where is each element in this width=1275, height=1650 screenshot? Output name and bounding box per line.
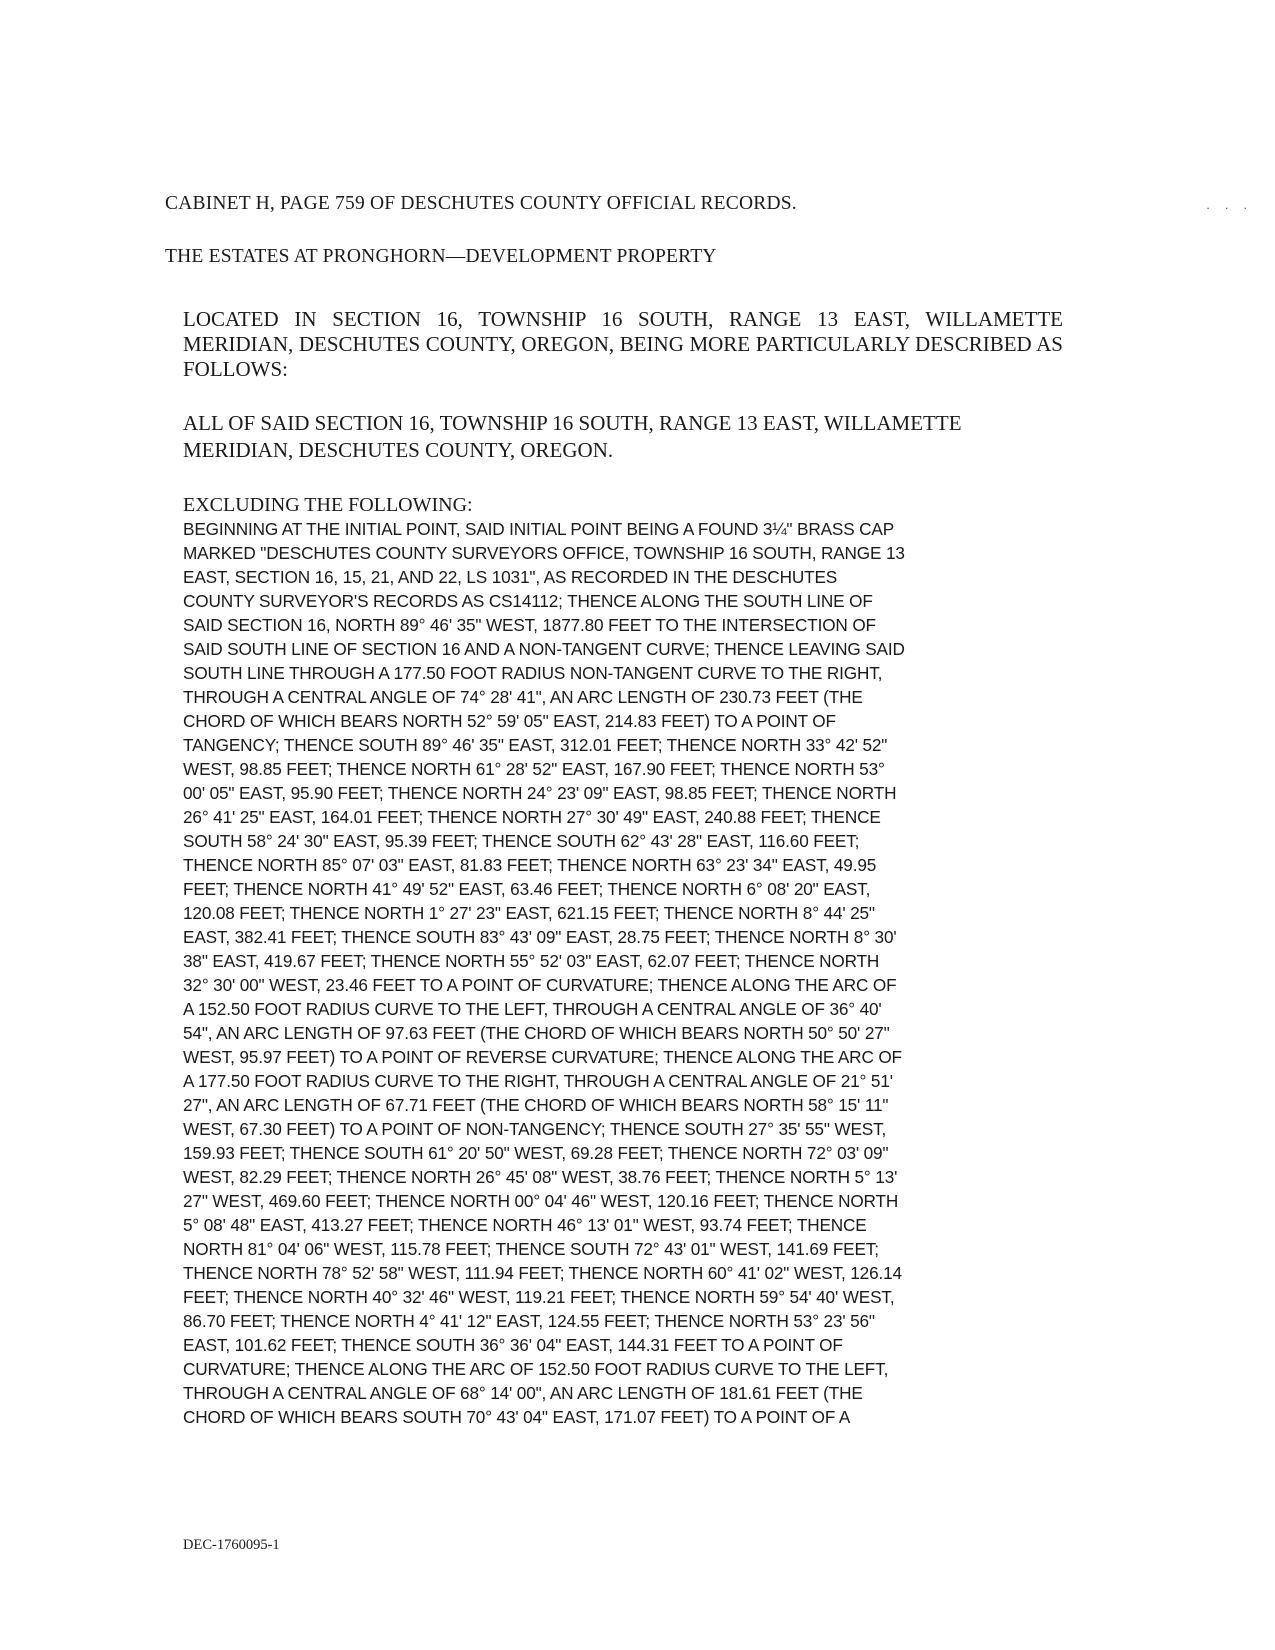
legal-description-line: 00' 05" EAST, 95.90 FEET; THENCE NORTH 24° 23' 09" EAST, 98.85 FEET; THENCE NORTH xyxy=(183,783,897,803)
legal-description-line: BEGINNING AT THE INITIAL POINT, SAID INITIAL POINT BEING A FOUND 3¼" BRASS CAP xyxy=(183,519,895,539)
legal-description-line: THROUGH A CENTRAL ANGLE OF 68° 14' 00", AN ARC LENGTH OF 181.61 FEET (THE xyxy=(183,1383,863,1403)
excluding-heading: EXCLUDING THE FOLLOWING: xyxy=(183,494,473,516)
legal-description-line: WEST, 98.85 FEET; THENCE NORTH 61° 28' 52" EAST, 167.90 FEET; THENCE NORTH 53° xyxy=(183,759,885,779)
location-paragraph: LOCATED IN SECTION 16, TOWNSHIP 16 SOUTH, RANGE 13 EAST, WILLAMETTE MERIDIAN, DESCHUTES COUNTY, OREGON, BEING MORE PARTICULARLY DESCRIBED AS FOLLOWS: xyxy=(183,307,1063,381)
legal-description-line: EAST, 382.41 FEET; THENCE SOUTH 83° 43' 09" EAST, 28.75 FEET; THENCE NORTH 8° 30' xyxy=(183,927,897,947)
legal-description-line: THENCE NORTH 78° 52' 58" WEST, 111.94 FEET; THENCE NORTH 60° 41' 02" WEST, 126.14 xyxy=(183,1263,902,1283)
legal-description-line: 5° 08' 48" EAST, 413.27 FEET; THENCE NORTH 46° 13' 01" WEST, 93.74 FEET; THENCE xyxy=(183,1215,867,1235)
legal-description-line: A 177.50 FOOT RADIUS CURVE TO THE RIGHT, THROUGH A CENTRAL ANGLE OF 21° 51' xyxy=(183,1071,893,1091)
legal-description-line: 54", AN ARC LENGTH OF 97.63 FEET (THE CHORD OF WHICH BEARS NORTH 50° 50' 27" xyxy=(183,1023,890,1043)
legal-description-line: 32° 30' 00" WEST, 23.46 FEET TO A POINT OF CURVATURE; THENCE ALONG THE ARC OF xyxy=(183,975,897,995)
all-of-line-2: MERIDIAN, DESCHUTES COUNTY, OREGON. xyxy=(183,438,614,462)
legal-description-line: 120.08 FEET; THENCE NORTH 1° 27' 23" EAST, 621.15 FEET; THENCE NORTH 8° 44' 25" xyxy=(183,903,875,923)
legal-description-line: 27" WEST, 469.60 FEET; THENCE NORTH 00° 04' 46" WEST, 120.16 FEET; THENCE NORTH xyxy=(183,1191,899,1211)
property-title: THE ESTATES AT PRONGHORN—DEVELOPMENT PROPERTY xyxy=(165,246,717,267)
legal-description-line: FEET; THENCE NORTH 41° 49' 52" EAST, 63.46 FEET; THENCE NORTH 6° 08' 20" EAST, xyxy=(183,879,871,899)
legal-description-line: SAID SECTION 16, NORTH 89° 46' 35" WEST, 1877.80 FEET TO THE INTERSECTION OF xyxy=(183,615,876,635)
legal-description-line: EAST, 101.62 FEET; THENCE SOUTH 36° 36' 04" EAST, 144.31 FEET TO A POINT OF xyxy=(183,1335,843,1355)
legal-description-line: FEET; THENCE NORTH 40° 32' 46" WEST, 119.21 FEET; THENCE NORTH 59° 54' 40' WEST, xyxy=(183,1287,895,1307)
legal-description-line: 86.70 FEET; THENCE NORTH 4° 41' 12" EAST, 124.55 FEET; THENCE NORTH 53° 23' 56" xyxy=(183,1311,875,1331)
legal-description-line: THROUGH A CENTRAL ANGLE OF 74° 28' 41", AN ARC LENGTH OF 230.73 FEET (THE xyxy=(183,687,863,707)
legal-description-line: WEST, 67.30 FEET) TO A POINT OF NON-TANGENCY; THENCE SOUTH 27° 35' 55" WEST, xyxy=(183,1119,887,1139)
legal-description-body xyxy=(183,517,1043,1429)
legal-description-line: SOUTH LINE THROUGH A 177.50 FOOT RADIUS NON-TANGENT CURVE TO THE RIGHT, xyxy=(183,663,883,683)
legal-description-line: 26° 41' 25" EAST, 164.01 FEET; THENCE NORTH 27° 30' 49" EAST, 240.88 FEET; THENCE xyxy=(183,807,881,827)
legal-description-line: CURVATURE; THENCE ALONG THE ARC OF 152.50 FOOT RADIUS CURVE TO THE LEFT, xyxy=(183,1359,889,1379)
legal-description-line: SAID SOUTH LINE OF SECTION 16 AND A NON-TANGENT CURVE; THENCE LEAVING SAID xyxy=(183,639,905,659)
legal-description-line: THENCE NORTH 85° 07' 03" EAST, 81.83 FEET; THENCE NORTH 63° 23' 34" EAST, 49.95 xyxy=(183,855,877,875)
all-of-line-1: ALL OF SAID SECTION 16, TOWNSHIP 16 SOUTH, RANGE 13 EAST, WILLAMETTE xyxy=(183,411,962,435)
legal-description-line: 27", AN ARC LENGTH OF 67.71 FEET (THE CHORD OF WHICH BEARS NORTH 58° 15' 11" xyxy=(183,1095,889,1115)
legal-description-line: SOUTH 58° 24' 30" EAST, 95.39 FEET; THENCE SOUTH 62° 43' 28" EAST, 116.60 FEET; xyxy=(183,831,860,851)
legal-description-line: COUNTY SURVEYOR'S RECORDS AS CS14112; THENCE ALONG THE SOUTH LINE OF xyxy=(183,591,873,611)
margin-marks: . . . xyxy=(1206,198,1253,212)
legal-description-line: NORTH 81° 04' 06" WEST, 115.78 FEET; THENCE SOUTH 72° 43' 01" WEST, 141.69 FEET; xyxy=(183,1239,879,1259)
records-reference-line: CABINET H, PAGE 759 OF DESCHUTES COUNTY OFFICIAL RECORDS. xyxy=(165,193,797,214)
legal-description-line: 38" EAST, 419.67 FEET; THENCE NORTH 55° 52' 03" EAST, 62.07 FEET; THENCE NORTH xyxy=(183,951,880,971)
legal-description-line: MARKED "DESCHUTES COUNTY SURVEYORS OFFICE, TOWNSHIP 16 SOUTH, RANGE 13 xyxy=(183,543,905,563)
legal-description-line: TANGENCY; THENCE SOUTH 89° 46' 35" EAST, 312.01 FEET; THENCE NORTH 33° 42' 52" xyxy=(183,735,888,755)
legal-description-line: 159.93 FEET; THENCE SOUTH 61° 20' 50" WEST, 69.28 FEET; THENCE NORTH 72° 03' 09" xyxy=(183,1143,889,1163)
all-of-section-paragraph xyxy=(183,410,1043,464)
legal-description-line: WEST, 82.29 FEET; THENCE NORTH 26° 45' 08" WEST, 38.76 FEET; THENCE NORTH 5° 13' xyxy=(183,1167,898,1187)
legal-description-line: EAST, SECTION 16, 15, 21, AND 22, LS 1031", AS RECORDED IN THE DESCHUTES xyxy=(183,567,838,587)
legal-description-line: CHORD OF WHICH BEARS NORTH 52° 59' 05" EAST, 214.83 FEET) TO A POINT OF xyxy=(183,711,836,731)
legal-description-line: WEST, 95.97 FEET) TO A POINT OF REVERSE CURVATURE; THENCE ALONG THE ARC OF xyxy=(183,1047,902,1067)
document-code: DEC-1760095-1 xyxy=(183,1537,280,1553)
legal-description-line: A 152.50 FOOT RADIUS CURVE TO THE LEFT, THROUGH A CENTRAL ANGLE OF 36° 40' xyxy=(183,999,882,1019)
legal-description-line: CHORD OF WHICH BEARS SOUTH 70° 43' 04" EAST, 171.07 FEET) TO A POINT OF A xyxy=(183,1407,851,1427)
